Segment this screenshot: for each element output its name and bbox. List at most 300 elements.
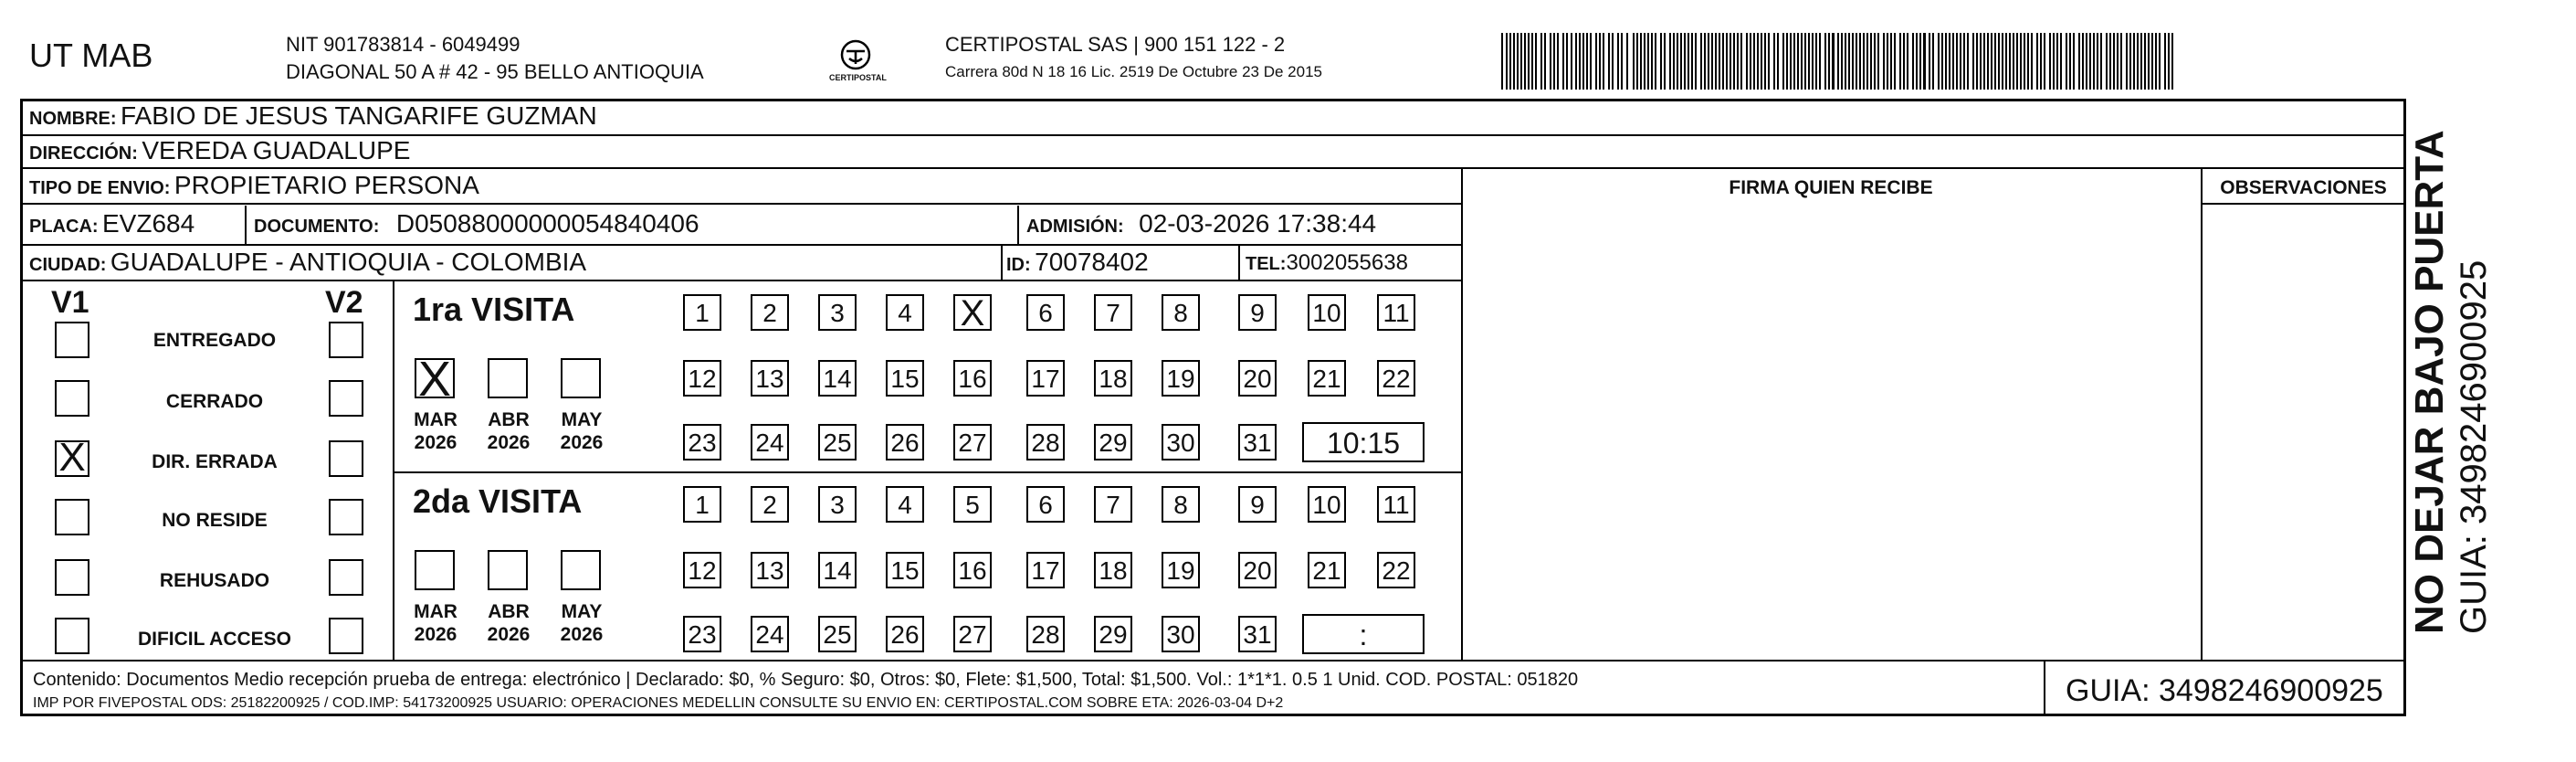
- barcode-bar: [2016, 33, 2018, 90]
- visit-time-box[interactable]: :: [1302, 614, 1425, 654]
- status-label: NO RESIDE: [162, 510, 268, 531]
- barcode-bar: [1812, 33, 1814, 90]
- barcode-bar: [1797, 33, 1799, 90]
- barcode-bar: [1531, 33, 1533, 90]
- barcode-bar: [1808, 33, 1810, 90]
- rule-placa: [20, 244, 1461, 246]
- admision-value: 02-03-2026 17:38:44: [1139, 209, 1377, 238]
- placa-value: EVZ684: [102, 209, 195, 238]
- v1-header: V1: [51, 285, 89, 320]
- barcode-bar: [1923, 33, 1926, 90]
- status-v1-checkbox[interactable]: [55, 618, 89, 654]
- barcode-bar: [1824, 33, 1826, 90]
- visit-day-box[interactable]: 11: [1377, 294, 1415, 331]
- status-v1-checkbox[interactable]: [55, 559, 89, 596]
- tel-value: 3002055638: [1286, 250, 1408, 275]
- barcode-bar: [2013, 33, 2014, 90]
- barcode-bar: [1863, 33, 1865, 90]
- barcode-bar: [2097, 33, 2098, 90]
- barcode-bar: [1509, 33, 1511, 90]
- barcode-bar: [1790, 33, 1792, 90]
- barcode-bar: [1912, 33, 1914, 90]
- visit-day-box[interactable]: 26: [886, 616, 924, 652]
- sender-nit: NIT 901783814 - 6049499: [286, 33, 520, 56]
- company-info: [945, 31, 1322, 86]
- barcode-bar: [1883, 33, 1885, 90]
- visit-month-year: 2026: [414, 432, 457, 453]
- barcode-bar: [2151, 33, 2153, 90]
- barcode-bar: [1590, 33, 1592, 90]
- status-v2-checkbox[interactable]: [329, 618, 363, 654]
- visit-day-box[interactable]: 27: [953, 424, 992, 460]
- status-v2-checkbox[interactable]: [329, 322, 363, 358]
- visit-day-box[interactable]: 2: [751, 294, 789, 331]
- barcode-bar: [2066, 33, 2067, 90]
- barcode-bar: [2113, 33, 2115, 90]
- documento-cell: [254, 209, 699, 238]
- barcode-bar: [1737, 33, 1739, 90]
- barcode-bar: [2168, 33, 2170, 90]
- barcode: [1501, 33, 2177, 90]
- status-v2-checkbox[interactable]: [329, 440, 363, 477]
- visit-day-box[interactable]: 1: [683, 294, 721, 331]
- status-v1-checkbox[interactable]: X: [55, 440, 89, 477]
- barcode-bar: [1517, 33, 1519, 90]
- visit-day-box[interactable]: 15: [886, 360, 924, 397]
- barcode-bar: [2036, 33, 2038, 90]
- barcode-bar: [2060, 33, 2062, 90]
- status-v2-checkbox[interactable]: [329, 499, 363, 535]
- barcode-bar: [1595, 33, 1597, 90]
- visit-day-box[interactable]: 31: [1238, 424, 1277, 460]
- barcode-bar: [1673, 33, 1675, 90]
- footer-guia: GUIA: 3498246900925: [2066, 673, 2383, 708]
- barcode-bar: [2002, 33, 2003, 90]
- barcode-bar: [1907, 33, 1908, 90]
- v2-header: V2: [325, 285, 363, 320]
- barcode-bar: [1782, 33, 1784, 90]
- nombre-label: NOMBRE:: [29, 109, 117, 129]
- visit-month-year: 2026: [414, 624, 457, 645]
- barcode-bar: [2144, 33, 2146, 90]
- documento-label: DOCUMENTO:: [254, 217, 380, 237]
- barcode-bar: [2009, 33, 2011, 90]
- visit-month-checkbox[interactable]: [561, 358, 601, 398]
- visit-time-box[interactable]: 10:15: [1302, 422, 1425, 462]
- barcode-bar: [2024, 33, 2025, 90]
- barcode-bar: [1664, 33, 1666, 90]
- barcode-bar: [2053, 33, 2055, 90]
- visit-day-box[interactable]: 21: [1308, 360, 1346, 397]
- rule-tipo: [20, 203, 1461, 205]
- id-cell: [1006, 248, 1149, 277]
- visit-month-checkbox[interactable]: [415, 550, 455, 590]
- visit-day-box[interactable]: 5: [953, 486, 992, 523]
- visit-month-label: MAR: [414, 601, 457, 622]
- visit-day-box[interactable]: 23: [683, 424, 721, 460]
- barcode-bar: [1586, 33, 1588, 90]
- barcode-bar: [2031, 33, 2033, 90]
- rule-ciudad-id: [1001, 246, 1003, 280]
- placa-label: PLACA:: [29, 217, 99, 237]
- barcode-bar: [1832, 33, 1835, 90]
- visit-title: 2da VISITA: [413, 482, 583, 520]
- barcode-bar: [1655, 33, 1656, 90]
- barcode-bar: [1837, 33, 1839, 90]
- visit-day-box[interactable]: 19: [1162, 552, 1200, 588]
- visit-day-box[interactable]: 20: [1238, 360, 1277, 397]
- barcode-bar: [1768, 33, 1770, 90]
- visit-day-box[interactable]: 17: [1026, 552, 1065, 588]
- visit-day-box[interactable]: 28: [1026, 424, 1065, 460]
- side-notice: [2407, 130, 2495, 634]
- barcode-bar: [1626, 33, 1628, 90]
- barcode-bar: [1711, 33, 1713, 90]
- visit-day-box[interactable]: 12: [683, 360, 721, 397]
- visit-month-checkbox[interactable]: [561, 550, 601, 590]
- barcode-bar: [1916, 33, 1918, 90]
- visit-day-box[interactable]: 22: [1377, 552, 1415, 588]
- barcode-bar: [1856, 33, 1857, 90]
- barcode-bar: [1617, 33, 1619, 90]
- barcode-bar: [2120, 33, 2122, 90]
- tipo-row: [29, 171, 479, 200]
- sender-info: [286, 31, 704, 86]
- barcode-bar: [1777, 33, 1779, 90]
- visit-month-label: MAR: [414, 409, 457, 430]
- footer-contents: Contenido: Documentos Medio recepción prueba de entrega: electrónico | Declarado: $0, % Seguro: $0, Otros: $0, Flete: $1,500, Total: $1,500. Vol.: 1*1*1. 0.5 1 Unid. COD. POSTAL: 051820: [33, 670, 1579, 690]
- visit-day-box[interactable]: 26: [886, 424, 924, 460]
- barcode-bar: [1633, 33, 1635, 90]
- barcode-bar: [1998, 33, 2000, 90]
- barcode-bar: [1941, 33, 1943, 90]
- visit-day-box[interactable]: 10: [1308, 486, 1346, 523]
- visit-day-box[interactable]: X: [953, 294, 992, 331]
- visit-day-box[interactable]: 18: [1094, 360, 1132, 397]
- barcode-bar: [2106, 33, 2108, 90]
- ciudad-cell: [29, 248, 586, 277]
- barcode-bar: [1740, 33, 1742, 90]
- barcode-bar: [1828, 33, 1830, 90]
- barcode-bar: [1987, 33, 1989, 90]
- barcode-bar: [1845, 33, 1846, 90]
- visit-month-year: 2026: [487, 432, 531, 453]
- visit-month-label: MAY: [561, 601, 603, 622]
- barcode-bar: [1695, 33, 1697, 90]
- barcode-bar: [1815, 33, 1817, 90]
- barcode-bar: [2073, 33, 2075, 90]
- barcode-bar: [1801, 33, 1803, 90]
- barcode-bar: [1550, 33, 1551, 90]
- status-v2-checkbox[interactable]: [329, 559, 363, 596]
- barcode-bar: [2078, 33, 2080, 90]
- barcode-bar: [2082, 33, 2084, 90]
- barcode-bar: [1967, 33, 1969, 90]
- visit-day-box[interactable]: 14: [818, 552, 857, 588]
- barcode-bar: [1544, 33, 1546, 90]
- ciudad-label: CIUDAD:: [29, 255, 107, 275]
- barcode-bar: [1540, 33, 1542, 90]
- status-label: DIFICIL ACCESO: [137, 629, 291, 650]
- barcode-bar: [1929, 33, 1930, 90]
- visit-day-box[interactable]: 3: [818, 294, 857, 331]
- barcode-bar: [1677, 33, 1678, 90]
- barcode-bar: [1932, 33, 1934, 90]
- rule-id-tel: [1238, 246, 1240, 280]
- rule-footer-guia: [2044, 660, 2045, 716]
- nombre-value: FABIO DE JESUS TANGARIFE GUZMAN: [121, 101, 597, 130]
- barcode-bar: [1571, 33, 1572, 90]
- rule-ciudad: [20, 280, 1461, 281]
- observaciones-header: OBSERVACIONES: [2220, 177, 2387, 198]
- barcode-bar: [1877, 33, 1879, 90]
- barcode-bar: [1874, 33, 1876, 90]
- barcode-bar: [1621, 33, 1623, 90]
- barcode-bar: [1793, 33, 1795, 90]
- barcode-bar: [1640, 33, 1642, 90]
- visit-day-box[interactable]: 16: [953, 360, 992, 397]
- barcode-bar: [2049, 33, 2051, 90]
- barcode-bar: [1819, 33, 1821, 90]
- nombre-row: [29, 101, 597, 131]
- barcode-bar: [2140, 33, 2142, 90]
- barcode-bar: [1764, 33, 1766, 90]
- visit-day-box[interactable]: 8: [1162, 294, 1200, 331]
- id-label: ID:: [1006, 255, 1031, 275]
- barcode-bar: [1651, 33, 1653, 90]
- visit-month-label: ABR: [488, 409, 530, 430]
- visit-day-box[interactable]: 13: [751, 360, 789, 397]
- visit-day-box[interactable]: 18: [1094, 552, 1132, 588]
- visit-month-year: 2026: [560, 624, 604, 645]
- visit-day-box[interactable]: 25: [818, 616, 857, 652]
- visit-day-box[interactable]: 16: [953, 552, 992, 588]
- visit-day-box[interactable]: 13: [751, 552, 789, 588]
- visit-month-year: 2026: [560, 432, 604, 453]
- barcode-bar: [1520, 33, 1522, 90]
- barcode-bar: [2164, 33, 2166, 90]
- visit-day-box[interactable]: 6: [1026, 486, 1065, 523]
- status-label: CERRADO: [165, 391, 264, 412]
- barcode-bar: [2027, 33, 2029, 90]
- visit-month-label: MAY: [561, 409, 603, 430]
- barcode-bar: [2133, 33, 2135, 90]
- barcode-bar: [1700, 33, 1702, 90]
- barcode-bar: [1963, 33, 1965, 90]
- barcode-bar: [2159, 33, 2161, 90]
- footer-print-info: IMP POR FIVEPOSTAL ODS: 25182200925 / COD.IMP: 54173200925 USUARIO: OPERACIONES MEDELLIN CONSULTE SU ENVIO EN: CERTIPOSTAL.COM SOBRE ETA: 2026-03-04 D+2: [33, 695, 1284, 711]
- barcode-bar: [1991, 33, 1992, 90]
- sender-address: DIAGONAL 50 A # 42 - 95 BELLO ANTIOQUIA: [286, 60, 704, 83]
- barcode-bar: [1753, 33, 1755, 90]
- barcode-bar: [1994, 33, 1996, 90]
- visit-day-box[interactable]: 7: [1094, 294, 1132, 331]
- barcode-bar: [2171, 33, 2173, 90]
- visit-day-box[interactable]: 23: [683, 616, 721, 652]
- barcode-bar: [1848, 33, 1850, 90]
- barcode-bar: [1956, 33, 1958, 90]
- rule-direccion: [20, 167, 2406, 169]
- visit-day-box[interactable]: 4: [886, 486, 924, 523]
- barcode-bar: [1680, 33, 1682, 90]
- side-guia-text: GUIA: 3498246900925: [2454, 259, 2494, 634]
- rule-footer: [20, 660, 2406, 661]
- barcode-bar: [2086, 33, 2087, 90]
- tipo-label: TIPO DE ENVIO:: [29, 178, 171, 198]
- visit-day-box[interactable]: 24: [751, 616, 789, 652]
- barcode-bar: [1976, 33, 1978, 90]
- barcode-bar: [1866, 33, 1868, 90]
- visit-day-box[interactable]: 30: [1162, 424, 1200, 460]
- visit-day-box[interactable]: 2: [751, 486, 789, 523]
- barcode-bar: [1501, 33, 1503, 90]
- barcode-bar: [2100, 33, 2102, 90]
- visit-day-box[interactable]: 9: [1238, 486, 1277, 523]
- barcode-bar: [1684, 33, 1686, 90]
- status-v1-checkbox[interactable]: [55, 380, 89, 417]
- visit-day-box[interactable]: 11: [1377, 486, 1415, 523]
- barcode-bar: [1949, 33, 1950, 90]
- barcode-bar: [2020, 33, 2022, 90]
- visit-day-box[interactable]: 25: [818, 424, 857, 460]
- barcode-bar: [2126, 33, 2128, 90]
- barcode-bar: [1575, 33, 1577, 90]
- barcode-bar: [1938, 33, 1940, 90]
- barcode-bar: [1899, 33, 1901, 90]
- admision-label: ADMISIÓN:: [1026, 217, 1124, 237]
- barcode-bar: [1599, 33, 1601, 90]
- barcode-bar: [1647, 33, 1649, 90]
- visit-day-box[interactable]: 14: [818, 360, 857, 397]
- visit-day-box[interactable]: 19: [1162, 360, 1200, 397]
- barcode-bar: [1733, 33, 1735, 90]
- visit-month-checkbox[interactable]: [488, 550, 528, 590]
- tel-cell: [1246, 250, 1408, 276]
- visit-month-label: ABR: [488, 601, 530, 622]
- firma-header: FIRMA QUIEN RECIBE: [1729, 177, 1933, 198]
- rule-placa-doc: [245, 206, 247, 244]
- company-license: Carrera 80d N 18 16 Lic. 2519 De Octubre 23 De 2015: [945, 63, 1322, 80]
- rule-status-visit: [393, 280, 394, 660]
- status-label: ENTREGADO: [152, 330, 277, 351]
- admision-cell: [1026, 209, 1376, 238]
- visit-day-box[interactable]: 10: [1308, 294, 1346, 331]
- visit-day-box[interactable]: 6: [1026, 294, 1065, 331]
- barcode-bar: [1903, 33, 1905, 90]
- documento-value: D05088000000054840406: [395, 209, 699, 238]
- barcode-bar: [1660, 33, 1662, 90]
- barcode-bar: [1553, 33, 1555, 90]
- placa-cell: [29, 209, 195, 238]
- visit-day-box[interactable]: 3: [818, 486, 857, 523]
- visit-day-box[interactable]: 20: [1238, 552, 1277, 588]
- barcode-bar: [1524, 33, 1526, 90]
- logo-text: CERTIPOSTAL: [829, 73, 887, 82]
- barcode-bar: [1945, 33, 1947, 90]
- barcode-bar: [1582, 33, 1584, 90]
- visit-day-box[interactable]: 22: [1377, 360, 1415, 397]
- barcode-bar: [2005, 33, 2007, 90]
- status-v1-checkbox[interactable]: [55, 322, 89, 358]
- visit-title: 1ra VISITA: [413, 291, 575, 328]
- rule-firma-left: [1461, 167, 1463, 660]
- direccion-value: VEREDA GUADALUPE: [142, 136, 411, 164]
- visit-day-box[interactable]: 24: [751, 424, 789, 460]
- barcode-bar: [1719, 33, 1720, 90]
- tipo-value: PROPIETARIO PERSONA: [173, 171, 479, 199]
- barcode-bar: [2089, 33, 2091, 90]
- barcode-bar: [1804, 33, 1806, 90]
- visit-day-box[interactable]: 9: [1238, 294, 1277, 331]
- visit-day-box[interactable]: 29: [1094, 424, 1132, 460]
- visit-month-checkbox[interactable]: X: [415, 358, 455, 398]
- barcode-bar: [1983, 33, 1985, 90]
- barcode-bar: [1726, 33, 1728, 90]
- barcode-bar: [1566, 33, 1568, 90]
- visit-day-box[interactable]: 21: [1308, 552, 1346, 588]
- barcode-bar: [1870, 33, 1872, 90]
- barcode-bar: [1688, 33, 1689, 90]
- side-notice-text: NO DEJAR BAJO PUERTA: [2407, 130, 2452, 634]
- barcode-bar: [1730, 33, 1731, 90]
- barcode-bar: [1919, 33, 1921, 90]
- barcode-bar: [2109, 33, 2111, 90]
- barcode-bar: [1669, 33, 1671, 90]
- visit-day-box[interactable]: 31: [1238, 616, 1277, 652]
- direccion-row: [29, 136, 410, 165]
- barcode-bar: [1746, 33, 1748, 90]
- visit-day-box[interactable]: 28: [1026, 616, 1065, 652]
- barcode-bar: [1612, 33, 1614, 90]
- status-label: DIR. ERRADA: [152, 451, 278, 472]
- visit-day-box[interactable]: 4: [886, 294, 924, 331]
- barcode-bar: [1773, 33, 1775, 90]
- barcode-bar: [1535, 33, 1537, 90]
- visit-day-box[interactable]: 12: [683, 552, 721, 588]
- barcode-bar: [1691, 33, 1693, 90]
- barcode-bar: [1644, 33, 1645, 90]
- barcode-bar: [1952, 33, 1954, 90]
- visit-day-box[interactable]: 27: [953, 616, 992, 652]
- company-name: CERTIPOSTAL SAS | 900 151 122 - 2: [945, 33, 1286, 56]
- visit-month-year: 2026: [487, 624, 531, 645]
- barcode-bar: [1841, 33, 1843, 90]
- barcode-bar: [1513, 33, 1515, 90]
- rule-visit-split: [393, 471, 1461, 473]
- status-v2-checkbox[interactable]: [329, 380, 363, 417]
- status-v1-checkbox[interactable]: [55, 499, 89, 535]
- visit-month-checkbox[interactable]: [488, 358, 528, 398]
- status-label: REHUSADO: [159, 570, 270, 591]
- id-value: 70078402: [1035, 248, 1149, 276]
- sender-name: UT MAB: [29, 37, 153, 74]
- visit-day-box[interactable]: 15: [886, 552, 924, 588]
- visit-day-box[interactable]: 8: [1162, 486, 1200, 523]
- barcode-bar: [2044, 33, 2045, 90]
- barcode-bar: [2093, 33, 2095, 90]
- visit-day-box[interactable]: 1: [683, 486, 721, 523]
- barcode-bar: [2117, 33, 2119, 90]
- barcode-bar: [1608, 33, 1610, 90]
- visit-day-box[interactable]: 29: [1094, 616, 1132, 652]
- visit-day-box[interactable]: 7: [1094, 486, 1132, 523]
- visit-day-box[interactable]: 30: [1162, 616, 1200, 652]
- barcode-bar: [1980, 33, 1982, 90]
- barcode-bar: [1722, 33, 1724, 90]
- barcode-bar: [1636, 33, 1638, 90]
- barcode-bar: [2056, 33, 2058, 90]
- visit-day-box[interactable]: 17: [1026, 360, 1065, 397]
